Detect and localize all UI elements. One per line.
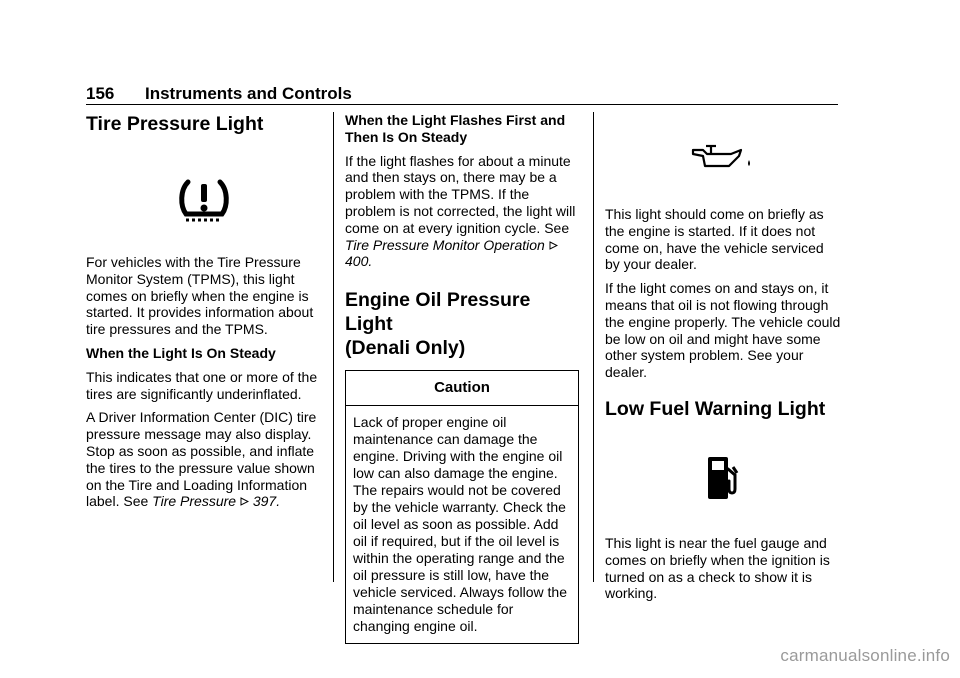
fuel-pump-icon bbox=[705, 455, 741, 501]
running-section-title: Instruments and Controls bbox=[145, 84, 352, 103]
fuel-paragraph-1: This light is near the fuel gauge and comes on briefly when the ignition is turned on as a check to show it is working. bbox=[605, 534, 830, 602]
oil-paragraph-2: If the light comes on and stays on, it means that oil is not flowing through the engine properly. The vehicle could be low on oil and might have some other system problem. See your dealer. bbox=[605, 280, 841, 381]
dic-text: A Driver Information Center (DIC) tire pressure message may also display. Stop as soon as possible, and inflate the tires to the pressure value shown on the Tire and Loading Information label. See bbox=[86, 409, 317, 510]
page-number: 156 bbox=[86, 84, 115, 103]
column-divider bbox=[333, 112, 334, 582]
column-1 bbox=[86, 112, 322, 517]
oil-can-icon bbox=[691, 142, 755, 170]
oil-pressure-heading: Engine Oil Pressure Light (Denali Only) bbox=[345, 289, 531, 360]
low-fuel-heading: Low Fuel Warning Light bbox=[605, 397, 826, 420]
tire-icon-container bbox=[86, 176, 322, 224]
flash-paragraph bbox=[345, 153, 581, 271]
site-watermark: carmanualsonline.info bbox=[780, 646, 950, 665]
oil-paragraph-1: This light should come on briefly as the engine is started. If it does not come on, have the vehicle serviced by your dealer. bbox=[605, 206, 824, 273]
tire-intro-paragraph: For vehicles with the Tire Pressure Monitor System (TPMS), this light comes on briefly when the engine is started. It provides information about tire pressures and the TPMS. bbox=[86, 254, 314, 338]
tire-pressure-link[interactable]: Tire Pressure 397. bbox=[152, 493, 281, 510]
column-divider bbox=[593, 112, 594, 582]
on-steady-subheading: When the Light Is On Steady bbox=[86, 344, 276, 361]
flash-text: If the light flashes for about a minute and then stays on, there may be a problem with the TPMS. If the problem is not corrected, the light will come on at every ignition cycle. See bbox=[345, 152, 576, 236]
page-reference-icon bbox=[549, 241, 558, 250]
page-reference-icon bbox=[240, 497, 249, 506]
tire-pressure-heading: Tire Pressure Light bbox=[86, 113, 264, 135]
oil-icon-container bbox=[605, 142, 841, 170]
caution-text: Lack of proper engine oil maintenance can damage the engine. Driving with the engine oil low can also damage the engine. The repairs would not be covered by the vehicle warranty. Check the oil level as soon as possible. Add oil if required, but if the oil level is within the operating range and the oil pressure is still low, have the vehicle serviced. Always follow the maintenance schedule for changing engine oil. bbox=[353, 413, 567, 634]
page-header bbox=[86, 84, 838, 105]
column-2 bbox=[345, 112, 581, 644]
tire-pressure-warning-icon bbox=[178, 176, 230, 224]
dic-paragraph bbox=[86, 409, 322, 510]
fuel-icon-container bbox=[605, 455, 841, 501]
tpms-operation-link[interactable]: Tire Pressure Monitor Operation 400. bbox=[345, 237, 558, 270]
caution-box bbox=[345, 370, 579, 644]
column-3 bbox=[605, 112, 841, 609]
on-steady-paragraph: This indicates that one or more of the tires are significantly underinflated. bbox=[86, 368, 318, 402]
caution-title: Caution bbox=[346, 371, 578, 406]
flash-subheading: When the Light Flashes First and Then Is On Steady bbox=[345, 112, 566, 145]
